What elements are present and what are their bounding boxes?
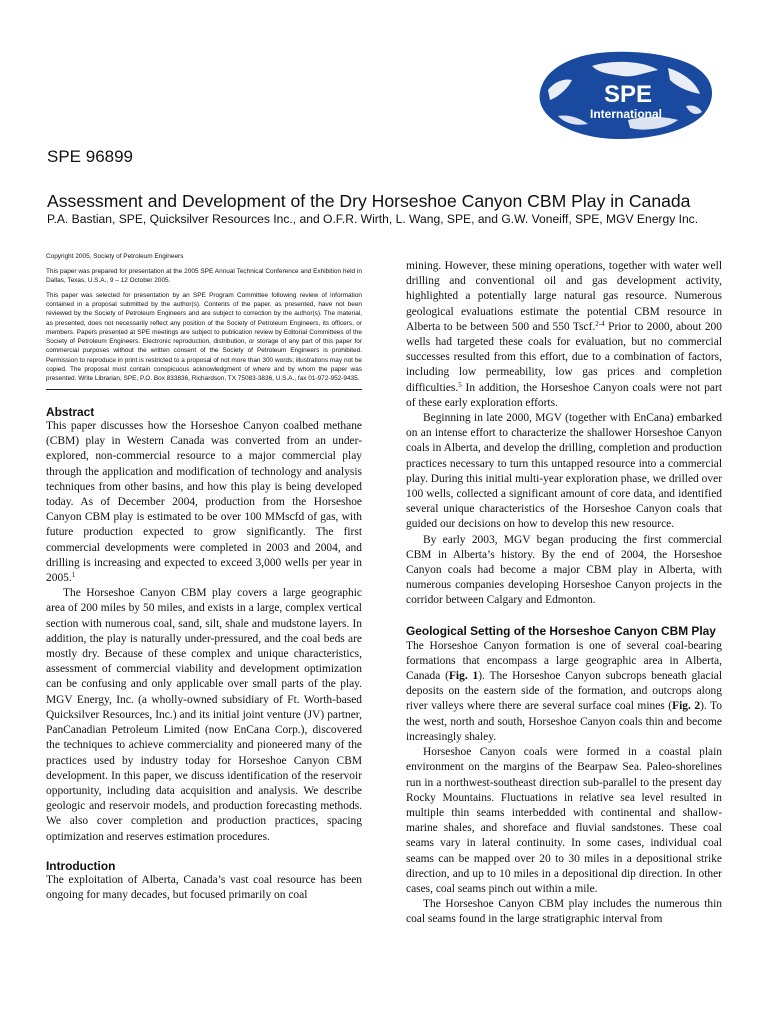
introduction-paragraph: Beginning in late 2000, MGV (together with EnCana) embarked on an intense effort to characterize the shallower Horseshoe Canyon coals in Alberta, and develop the drilling, completion and production practices necessary to turn this untapped resource into a commercial play. During this initial multi-year exploration phase, we drilled over 100 wells, collected a significant amount of core data, and identified several unique characteristics of the Horseshoe Canyon coals that guided our decisions on how to develop this new resource.: [406, 412, 722, 531]
left-column: [46, 252, 362, 903]
introduction-heading: Introduction: [46, 858, 116, 873]
introduction-paragraph: By early 2003, MGV began producing the first commercial CBM in Alberta’s history. By the end of 2004, the Horseshoe Canyon coals had become a major CBM play in Alberta, with numerous companies developing Horseshoe Canyon projects in the corridor between Calgary and Edmonton.: [406, 533, 722, 607]
introduction-paragraph: mining. However, these mining operations, together with water well drilling and conventional oil and gas development activity, highlighted a potentially large natural gas resource. Numerous geological evaluations estimate the potential CBM resource in Alberta to be between 500 and 550 Tscf.$^{2-4}$ Prior to 2000, about 200 wells had targeted these coals for evaluation, but no commercial successes resulted from this effort, due to a combination of factors, including low permeability, low gas prices and completion difficulties.$^5$ In addition, the Horseshoe Canyon coals were not part of these early exploration efforts.: [406, 260, 722, 409]
geology-paragraph: The Horseshoe Canyon CBM play includes the numerous thin coal seams found in the large stratigraphic interval from: [406, 898, 722, 926]
paper-authors: P.A. Bastian, SPE, Quicksilver Resources Inc., and O.F.R. Wirth, L. Wang, SPE, and G.W. Voneiff, SPE, MGV Energy Inc.: [47, 212, 699, 226]
spe-logo: [518, 50, 718, 142]
abstract-heading: Abstract: [46, 405, 95, 420]
presentation-note: This paper was prepared for presentation at the 2005 SPE Annual Technical Conference and Exhibition held in Dallas, Texas, U.S.A., 9 – 12 October 2005.: [46, 267, 362, 285]
copyright-line: Copyright 2005, Society of Petroleum Engineers: [46, 253, 184, 260]
reference-marker: 1: [71, 571, 76, 580]
introduction-paragraph: The exploitation of Alberta, Canada’s vast coal resource has been ongoing for many decades, but focused primarily on coal: [46, 873, 362, 901]
figure-reference: Fig. 1: [448, 670, 479, 683]
reference-marker: 5: [458, 380, 462, 389]
paper-number: SPE 96899: [47, 147, 134, 166]
logo-text-international: International: [590, 107, 663, 121]
globe-icon: [518, 50, 718, 142]
right-column: [406, 259, 722, 928]
geology-paragraph: Horseshoe Canyon coals were formed in a coastal plain environment on the margins of the Bearpaw Sea. Paleo-shorelines run in a northwest-southeast direction sub-parallel to the present day Rocky Mountains. Fluctuations in relative sea level resulted in multiple thin seams interbedded with continental and shallow-marine shales, and shoreface and fluvial sandstones. These coal seams vary in lateral continuity. In some cases, individual coal seams can be mapped over 20 to 30 miles in a depositional strike direction, and up to 10 miles in a depositional dip direction. In other cases, coal seams pinch out within a mile.: [406, 746, 722, 895]
paper-title: Assessment and Development of the Dry Horseshoe Canyon CBM Play in Canada: [47, 191, 691, 211]
abstract-paragraph: This paper discusses how the Horseshoe Canyon coalbed methane (CBM) play in Western Canada was converted from an under-explored, non-commercial resource to a major commercial play through the application and modification of technology and analysis techniques from other basins, and how this play is being developed today. As of December 2004, production from the Horseshoe Canyon CBM play is estimated to be over 100 MMscfd of gas, with future production expected to grow significantly. The first commercial developments were completed in 2003 and 2004, and drilling is increasing and expected to exceed 3,000 wells per year in 2005.$^1$: [46, 420, 362, 585]
geology-paragraph: The Horseshoe Canyon formation is one of several coal-bearing formations that encompass a large geographic area in Alberta, Canada (Fig. 1). The Horseshoe Canyon subcrops beneath glacial deposits on the eastern side of the formation, and outcrops along river valleys where there are several surface coal mines (Fig. 2). To the west, north and south, Horseshoe Canyon coals thin and become increasingly shaley.: [406, 639, 723, 743]
reference-marker: 2-4: [595, 319, 605, 328]
abstract-paragraph: The Horseshoe Canyon CBM play covers a large geographic area of 200 miles by 50 miles, and exists in a large, complex vertical section with numerous coal, sand, silt, shale and mudstone layers. In addition, the play is naturally under-pressured, and the coal beds are mostly dry. Because of these complex and unique characteristics, assessment of commercial viability and development optimization can be confusing and only applicable over small parts of the play. MGV Energy, Inc. (a wholly-owned subsidiary of Ft. Worth-based Quicksilver Resources, Inc.) and its initial joint venture (JV) partner, PanCanadian Petroleum Limited (now EnCana Corp.), discovered the techniques to achieve commerciality and pioneered many of the practices used by industry today for Horseshoe Canyon CBM development. In this paper, we discuss identification of the reservoir opportunity, including data acquisition and analysis. We describe geologic and reservoir models, and production forecasting methods. We also cover completion and production practices, spacing optimization and reserves estimation procedures.: [46, 587, 362, 843]
geology-heading: Geological Setting of the Horseshoe Canyon CBM Play: [406, 623, 716, 638]
logo-text-spe: SPE: [604, 81, 653, 108]
figure-reference: Fig. 2: [672, 700, 701, 713]
copyright-notice: This paper was selected for presentation by an SPE Program Committee following review of information contained in a proposal submitted by the author(s). Contents of the paper, as presented, have not been reviewed by the Society of Petroleum Engineers and are subject to correction by the author(s). The material, as presented, does not necessarily reflect any position of the Society of Petroleum Engineers, its officers, or members. Papers presented at SPE meetings are subject to publication review by Editorial Committees of the Society of Petroleum Engineers. Electronic reproduction, distribution, or storage of any part of this paper for commercial purposes without the written consent of the Society of Petroleum Engineers is prohibited. Permission to reproduce in print is restricted to a proposal of not more than 300 words; illustrations may not be copied. The proposal must contain conspicuous acknowledgment of where and by whom the paper was presented. Write Librarian, SPE, P.O. Box 833836, Richardson, TX 75083-3836, U.S.A., fax 01-972-952-9435.: [46, 291, 362, 383]
copyright-divider: [46, 389, 362, 390]
